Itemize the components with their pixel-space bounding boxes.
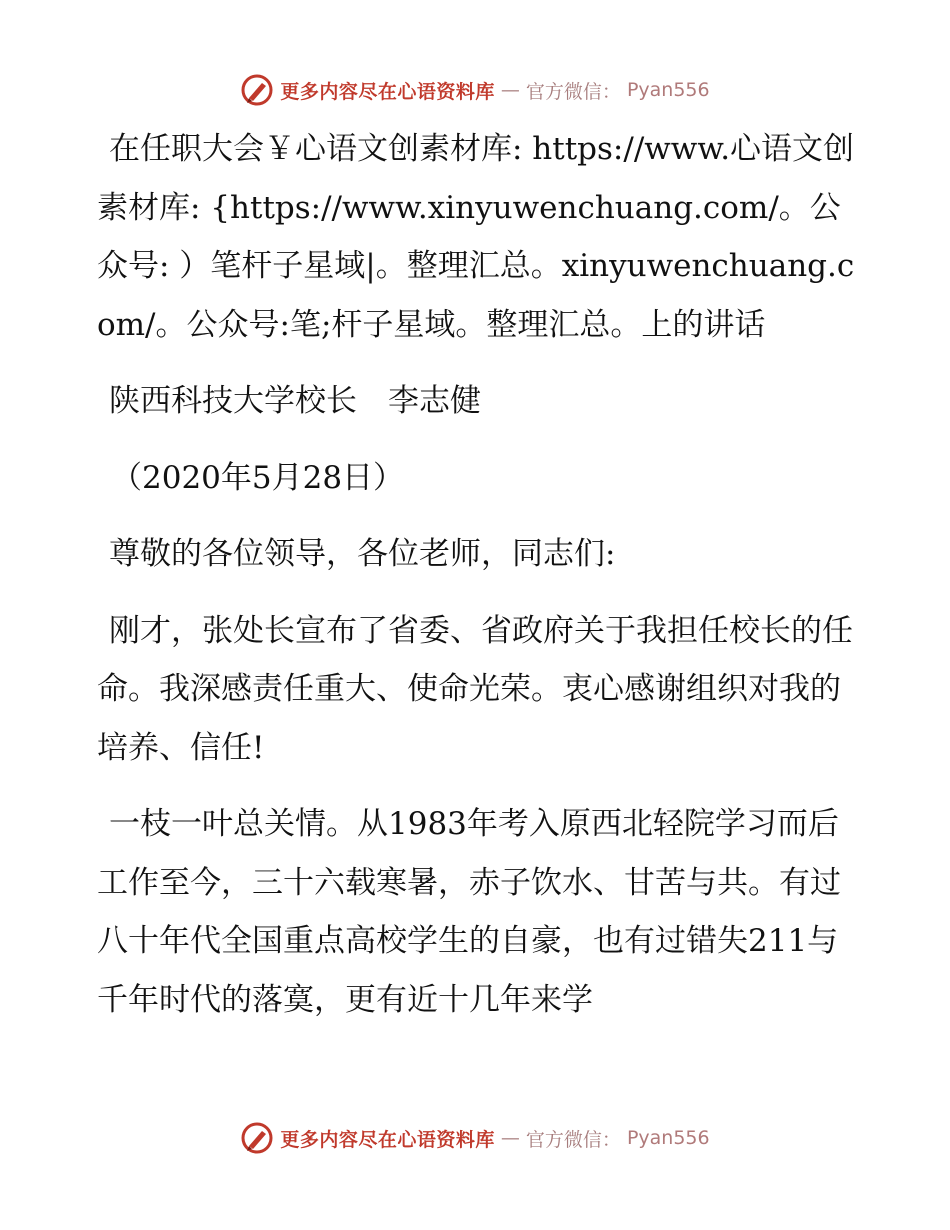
watermark-wechat-label: 官方微信： (525, 80, 621, 103)
watermark-main-text: 更多内容尽在心语资料库 (280, 1128, 495, 1151)
watermark-wechat-id: Pyan556 (626, 1127, 710, 1149)
watermark-separator: — (500, 79, 520, 101)
pen-logo-icon (240, 73, 274, 107)
document-body (97, 120, 857, 1047)
document-author: 陕西科技大学校长 李志健 (109, 383, 481, 419)
header-watermark (0, 70, 950, 110)
watermark-wechat-id: Pyan556 (626, 79, 710, 101)
pen-logo-icon (240, 1121, 274, 1155)
watermark-separator: — (500, 1127, 520, 1149)
document-title: 在任职大会￥心语文创素材库: https://www.心语文创素材库: {https://www.xinyuwenchuang.com/。公众号: ）笔杆子星域|。整理汇总。xinyuwenchuang.com/。公众号:笔;杆子星域。整理汇总。上的讲话 (97, 131, 855, 343)
watermark-main-text: 更多内容尽在心语资料库 (280, 80, 495, 103)
document-paragraph-1: 刚才，张处长宣布了省委、省政府关于我担任校长的任命。我深感责任重大、使命光荣。衷心感谢组织对我的培养、信任! (97, 612, 853, 766)
watermark-wechat-label: 官方微信： (525, 1128, 621, 1151)
document-salutation: 尊敬的各位领导，各位老师，同志们: (109, 536, 616, 572)
footer-watermark (0, 1118, 950, 1158)
document-paragraph-2: 一枝一叶总关情。从1983年考入原西北轻院学习而后工作至今，三十六载寒暑，赤子饮水、甘苦与共。有过八十年代全国重点高校学生的自豪，也有过错失211与千年时代的落寞，更有近十几年来学 (97, 806, 841, 1018)
document-date: （2020年5月28日） (111, 459, 405, 496)
